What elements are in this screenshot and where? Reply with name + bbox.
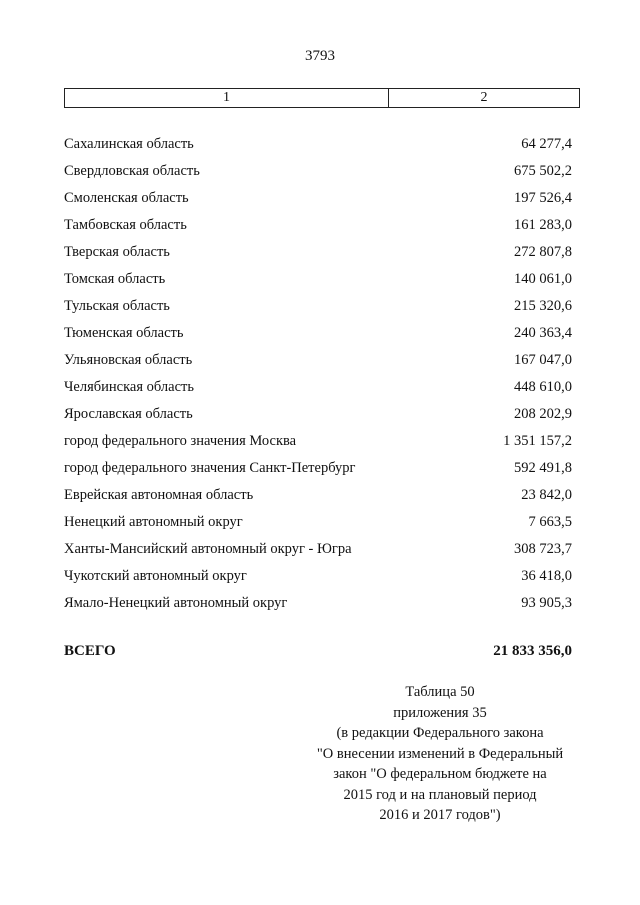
region-name: Свердловская область	[64, 163, 200, 179]
region-name: Тверская область	[64, 244, 170, 260]
region-value: 7 663,5	[528, 514, 572, 530]
table-row	[64, 212, 572, 239]
table-row	[64, 563, 572, 590]
note-line: приложения 35	[393, 704, 487, 721]
region-name: Ульяновская область	[64, 352, 193, 368]
note-line: "О внесении изменений в Федеральный	[316, 745, 564, 762]
table-caption-note	[290, 682, 590, 826]
region-value: 36 418,0	[521, 568, 572, 584]
table-row	[64, 131, 572, 158]
table-row	[64, 239, 572, 266]
region-value: 448 610,0	[514, 379, 572, 395]
page-number: 3793	[305, 48, 335, 64]
table-row	[64, 266, 572, 293]
region-value: 140 061,0	[514, 271, 572, 287]
note-line: Таблица 50	[405, 684, 475, 700]
table-row	[64, 185, 572, 212]
region-value: 197 526,4	[514, 190, 572, 206]
table-column-header	[64, 88, 580, 108]
table-row	[64, 374, 572, 401]
table-row	[64, 158, 572, 185]
region-name: Ненецкий автономный округ	[64, 514, 243, 530]
region-value: 93 905,3	[521, 595, 572, 611]
note-line: (в редакции Федерального закона	[336, 725, 544, 741]
region-name: Ярославская область	[64, 406, 193, 422]
table-row	[64, 455, 572, 482]
region-name: Тамбовская область	[64, 217, 187, 233]
region-name: Чукотский автономный округ	[64, 568, 247, 584]
table-row	[64, 428, 572, 455]
region-name: Томская область	[64, 271, 166, 287]
region-name: Сахалинская область	[64, 136, 194, 152]
region-value: 308 723,7	[514, 541, 572, 557]
total-value: 21 833 356,0	[493, 643, 572, 659]
region-value: 215 320,6	[514, 298, 572, 314]
region-name: Ямало-Ненецкий автономный округ	[64, 595, 288, 611]
total-row	[64, 640, 572, 662]
column-1-number: 1	[64, 89, 389, 107]
region-name: Еврейская автономная область	[64, 487, 254, 503]
region-value: 272 807,8	[514, 244, 572, 260]
note-line: 2015 год и на плановый период	[343, 786, 537, 803]
column-2-number: 2	[389, 89, 580, 107]
region-name: Тульская область	[64, 298, 170, 314]
note-line: 2016 и 2017 годов")	[379, 807, 501, 823]
total-label: ВСЕГО	[64, 643, 116, 659]
table-row	[64, 590, 572, 617]
table-row	[64, 320, 572, 347]
region-value: 592 491,8	[514, 460, 572, 476]
table-row	[64, 293, 572, 320]
region-value: 23 842,0	[521, 487, 572, 503]
region-name: Смоленская область	[64, 190, 189, 206]
region-name: Челябинская область	[64, 379, 194, 395]
region-name: Ханты-Мансийский автономный округ - Югра	[64, 541, 352, 557]
region-value: 208 202,9	[514, 406, 572, 422]
region-name: город федерального значения Санкт-Петербург	[64, 460, 356, 476]
region-value: 1 351 157,2	[503, 433, 572, 449]
note-line: закон "О федеральном бюджете на	[333, 766, 547, 782]
table-row	[64, 482, 572, 509]
table-body	[64, 131, 572, 617]
region-value: 64 277,4	[521, 136, 572, 152]
table-row	[64, 509, 572, 536]
table-row	[64, 536, 572, 563]
table-row	[64, 347, 572, 374]
region-name: город федерального значения Москва	[64, 433, 297, 449]
region-name: Тюменская область	[64, 325, 184, 341]
region-value: 675 502,2	[514, 163, 572, 179]
table-row	[64, 401, 572, 428]
region-value: 240 363,4	[514, 325, 572, 341]
region-value: 167 047,0	[514, 352, 572, 368]
region-value: 161 283,0	[514, 217, 572, 233]
